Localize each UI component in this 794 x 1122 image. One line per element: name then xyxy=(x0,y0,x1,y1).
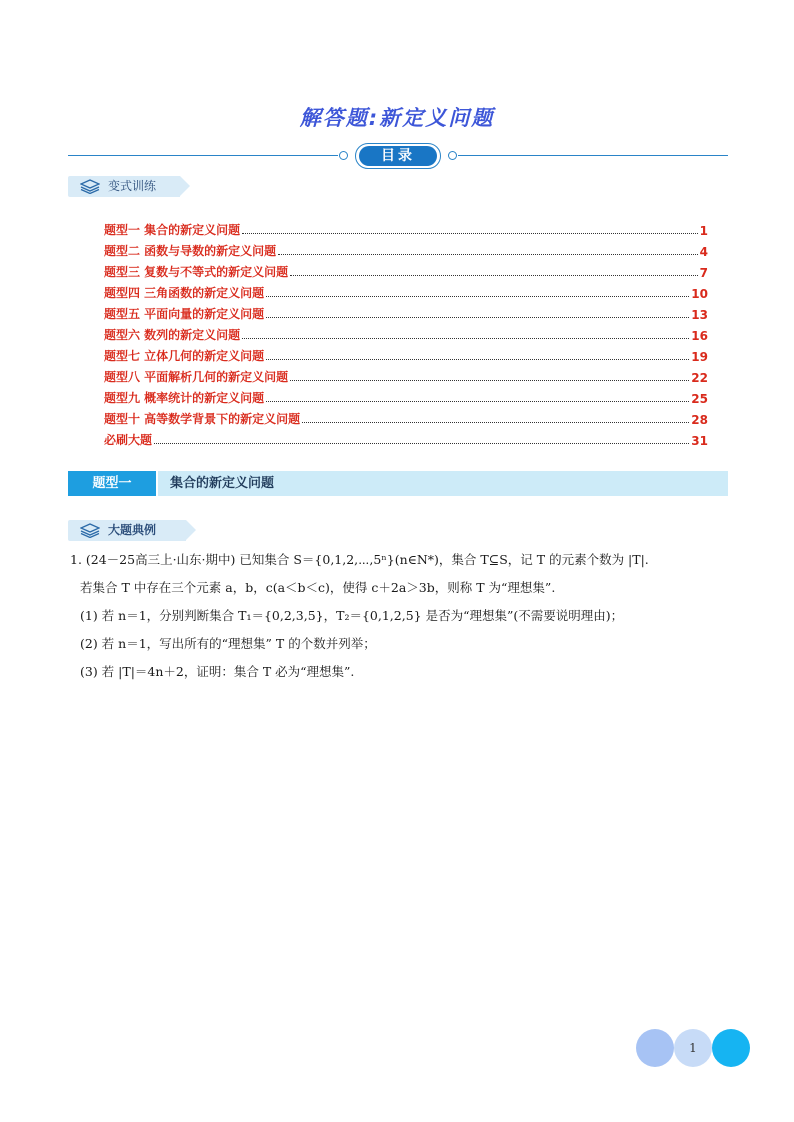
toc-entry-label: 题型五 平面向量的新定义问题 xyxy=(104,307,265,321)
problem-line: 若集合 T 中存在三个元素 a，b，c(a＜b＜c)，使得 c＋2a＞3b，则称 T 为“理想集”. xyxy=(80,580,556,595)
toc-entry-page: 19 xyxy=(691,350,708,364)
page-number-badge xyxy=(636,1029,752,1067)
toc-entry-label: 题型一 集合的新定义问题 xyxy=(104,223,241,237)
toc-entry-label: 题型九 概率统计的新定义问题 xyxy=(104,391,265,405)
practice-tag xyxy=(68,176,180,197)
toc-leader xyxy=(290,274,697,276)
toc-entry-label: 必刷大题 xyxy=(104,433,153,447)
toc-entry[interactable] xyxy=(104,280,708,301)
toc-leader xyxy=(242,337,689,339)
toc-leader xyxy=(266,295,689,297)
divider-ring-right xyxy=(448,151,457,160)
layers-icon xyxy=(80,179,100,194)
problem-line: (1) 若 n＝1，分别判断集合 T₁＝{0,2,3,5}，T₂＝{0,1,2,5} 是否为“理想集”(不需要说明理由)； xyxy=(80,608,624,623)
toc-entry-label: 题型六 数列的新定义问题 xyxy=(104,328,241,342)
toc-entry-page: 16 xyxy=(691,329,708,343)
toc-entry-page: 31 xyxy=(691,434,708,448)
toc-entry-page: 1 xyxy=(699,224,708,238)
problem-line: (2) 若 n＝1，写出所有的“理想集” T 的个数并列举； xyxy=(80,636,376,651)
toc-leader xyxy=(266,400,689,402)
toc-entry[interactable] xyxy=(104,217,708,238)
toc-entry-page: 13 xyxy=(691,308,708,322)
toc-entry-page: 25 xyxy=(691,392,708,406)
toc-entry-page: 28 xyxy=(691,413,708,427)
section-header xyxy=(68,471,728,496)
toc-leader xyxy=(278,253,697,255)
layers-icon xyxy=(80,523,100,538)
toc-entry[interactable] xyxy=(104,259,708,280)
toc-entry[interactable] xyxy=(104,427,708,448)
toc-leader xyxy=(290,379,689,381)
toc-entry-label: 题型四 三角函数的新定义问题 xyxy=(104,286,265,300)
toc-entry-label: 题型十 高等数学背景下的新定义问题 xyxy=(104,412,301,426)
toc-header-badge xyxy=(355,143,441,169)
page-circle-left xyxy=(636,1029,674,1067)
problem-block xyxy=(70,546,750,686)
toc-entry-page: 4 xyxy=(699,245,708,259)
toc-entry-label: 题型七 立体几何的新定义问题 xyxy=(104,349,265,363)
practice-tag-label: 变式训练 xyxy=(108,179,157,193)
toc-entry[interactable] xyxy=(104,343,708,364)
toc-entry[interactable] xyxy=(104,385,708,406)
toc-entry[interactable] xyxy=(104,301,708,322)
section-type-label: 题型一 xyxy=(68,471,156,496)
toc-entry-page: 22 xyxy=(691,371,708,385)
toc-divider-right xyxy=(458,155,728,156)
toc-leader xyxy=(242,232,697,234)
toc-entry-label: 题型八 平面解析几何的新定义问题 xyxy=(104,370,289,384)
toc-leader xyxy=(302,421,689,423)
toc-entry[interactable] xyxy=(104,238,708,259)
toc-entry-label: 题型三 复数与不等式的新定义问题 xyxy=(104,265,289,279)
page-title: 解答题:新定义问题 xyxy=(299,106,495,130)
example-tag-label: 大题典例 xyxy=(108,523,157,537)
problem-line: (3) 若 |T|＝4n＋2，证明：集合 T 必为“理想集”. xyxy=(80,664,355,679)
page-circle-right xyxy=(712,1029,750,1067)
section-title: 集合的新定义问题 xyxy=(158,471,728,496)
toc-entry[interactable] xyxy=(104,406,708,427)
toc-entry-page: 10 xyxy=(691,287,708,301)
toc-entry[interactable] xyxy=(104,364,708,385)
toc-entry-label: 题型二 函数与导数的新定义问题 xyxy=(104,244,277,258)
toc-entry[interactable] xyxy=(104,322,708,343)
toc-leader xyxy=(266,358,689,360)
divider-ring-left xyxy=(339,151,348,160)
toc-divider-left xyxy=(68,155,338,156)
page-number: 1 xyxy=(689,1041,697,1055)
toc-leader xyxy=(154,442,689,444)
toc-header-label: 目录 xyxy=(359,146,437,166)
table-of-contents xyxy=(104,217,708,448)
toc-entry-page: 7 xyxy=(699,266,708,280)
toc-leader xyxy=(266,316,689,318)
problem-line: 1. (24－25高三上·山东·期中) 已知集合 S＝{0,1,2,⋯,5ⁿ}(n∈N*)，集合 T⊆S，记 T 的元素个数为 |T|. xyxy=(70,552,649,567)
example-tag xyxy=(68,520,186,541)
